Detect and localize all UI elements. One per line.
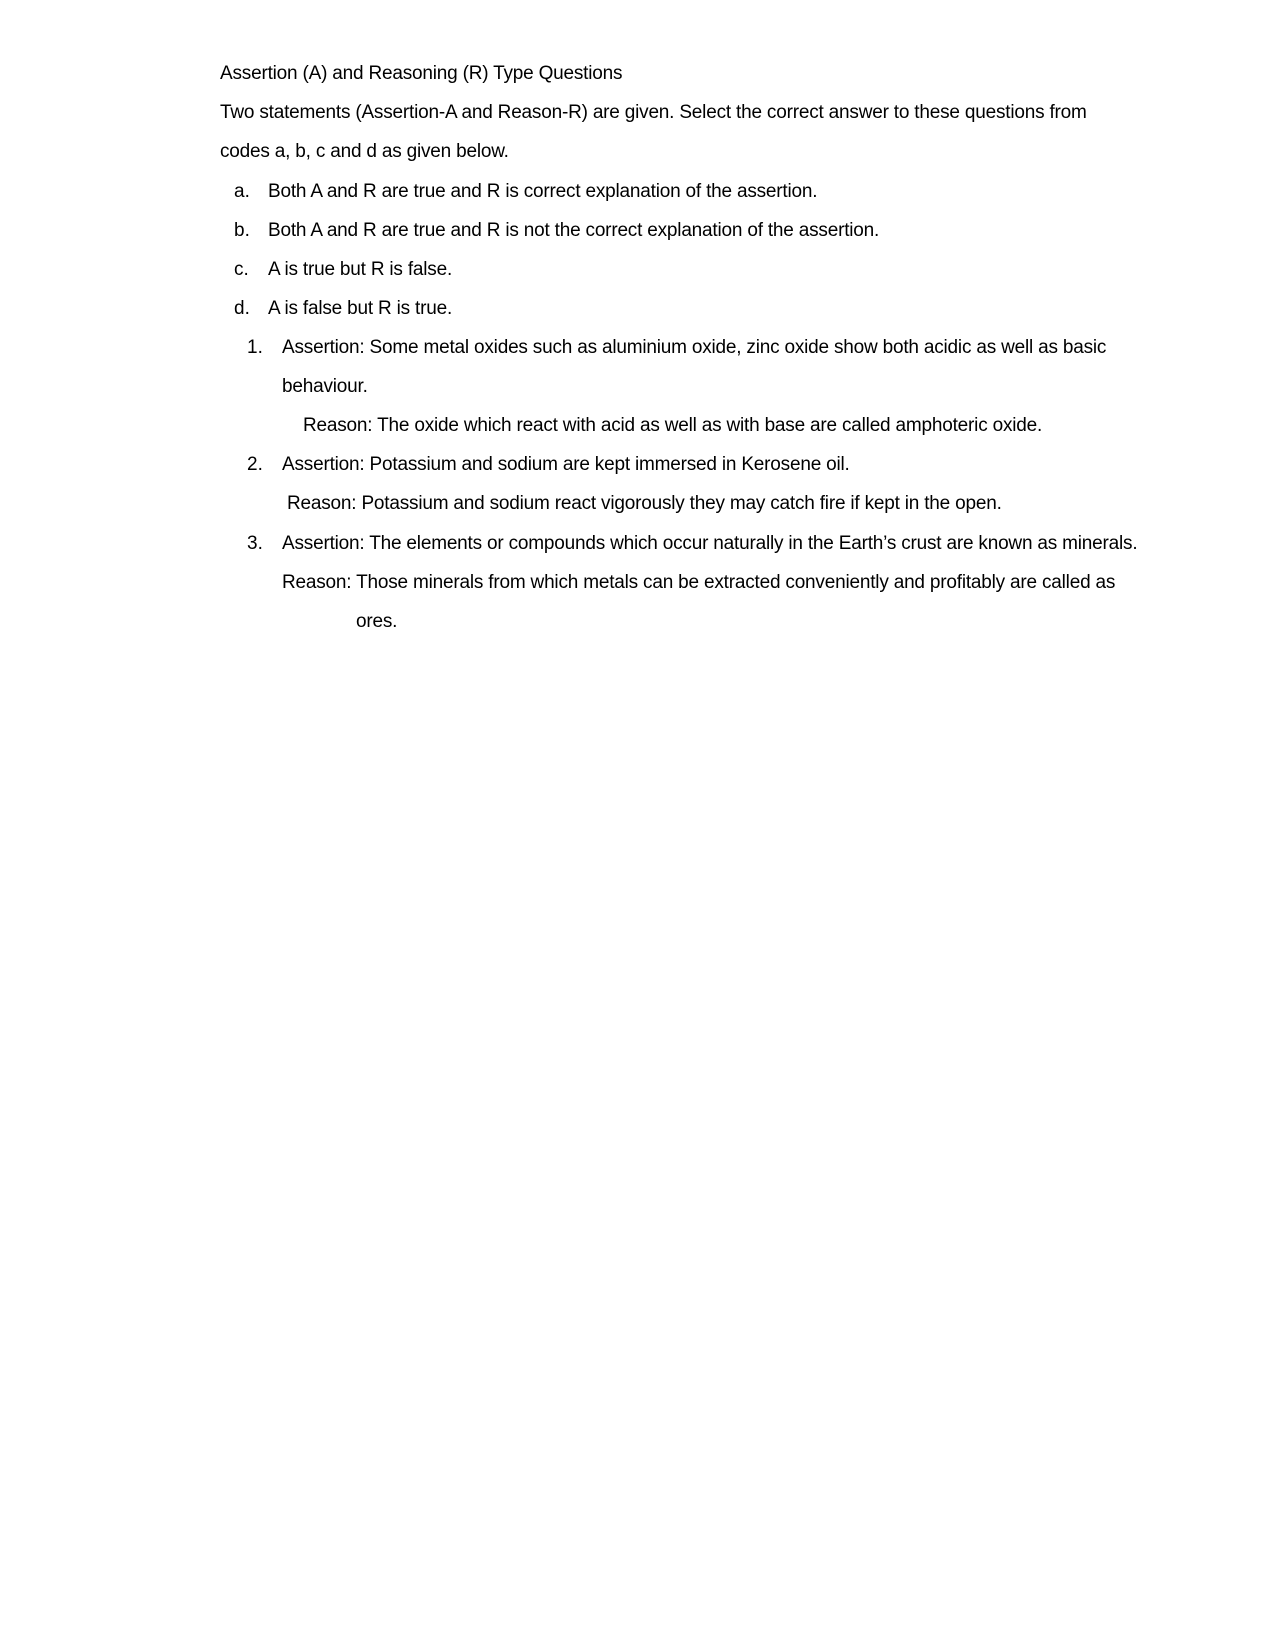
reason-text: Reason: Potassium and sodium react vigorously they may catch fire if kept in the open. bbox=[287, 493, 1002, 514]
page-heading: Assertion (A) and Reasoning (R) Type Questions bbox=[220, 63, 623, 84]
code-text: Both A and R are true and R is correct explanation of the assertion. bbox=[268, 181, 818, 202]
reason-text-continued: ores. bbox=[356, 611, 398, 632]
reason-text: Reason: The oxide which react with acid as well as with base are called amphoteric oxide. bbox=[303, 415, 1043, 436]
intro-line-2: codes a, b, c and d as given below. bbox=[220, 141, 509, 162]
code-marker: b. bbox=[234, 220, 250, 241]
code-text: Both A and R are true and R is not the correct explanation of the assertion. bbox=[268, 220, 880, 241]
code-marker: c. bbox=[234, 259, 249, 280]
assertion-text-continued: behaviour. bbox=[282, 376, 368, 397]
question-number: 2. bbox=[247, 454, 263, 475]
question-number: 1. bbox=[247, 337, 263, 358]
assertion-text: Assertion: Potassium and sodium are kept immersed in Kerosene oil. bbox=[282, 454, 850, 475]
code-text: A is false but R is true. bbox=[268, 298, 453, 319]
code-marker: d. bbox=[234, 298, 250, 319]
question-number: 3. bbox=[247, 533, 263, 554]
assertion-text: Assertion: The elements or compounds which occur naturally in the Earth’s crust are known as minerals. bbox=[282, 533, 1138, 554]
assertion-text: Assertion: Some metal oxides such as aluminium oxide, zinc oxide show both acidic as well as basic bbox=[282, 337, 1107, 358]
code-text: A is true but R is false. bbox=[268, 259, 453, 280]
reason-text: Reason: Those minerals from which metals can be extracted conveniently and profitably are called as bbox=[282, 572, 1116, 593]
code-marker: a. bbox=[234, 181, 250, 202]
intro-line-1: Two statements (Assertion-A and Reason-R) are given. Select the correct answer to these questions from bbox=[220, 102, 1087, 123]
